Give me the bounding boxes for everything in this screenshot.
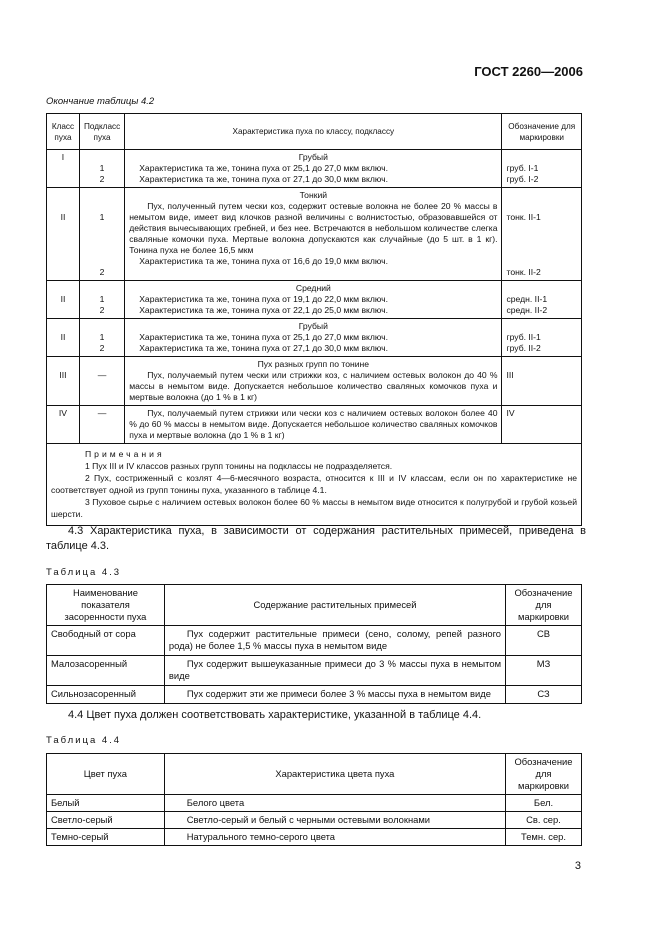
table-header-row [47, 114, 582, 150]
characteristic-cell: Тонкий Пух, полученный путем чески коз, содержит остевые волокна не более 20 % массы в немытом виде, имеет вид клочков разной величины с волнистостью, образовавшейся от действия вычесывающих гребней, и без нее. Встречаются в небольшом количестве слегка сваляные комочки пуха. Мертвые волокна допускаются как случайные (до 5 шт. в 1 кг). Тонина пуха не более 16,5 мкм Характеристика та же, тонина пуха от 16,6 до 19,0 мкм включ. [125, 188, 502, 281]
subclass-cell: — [79, 357, 124, 406]
color-cell: Светло-серый [47, 812, 165, 829]
characteristic-cell: Средний Характеристика та же, тонина пуха от 19,1 до 22,0 мкм включ. Характеристика та же, тонина пуха от 22,1 до 25,0 мкм включ. [125, 281, 502, 319]
table-4-3-caption: Таблица 4.3 [46, 567, 122, 578]
table-header-row [47, 585, 582, 626]
table-row [47, 281, 582, 319]
table-row [47, 812, 582, 829]
name-cell: Малозасоренный [47, 656, 165, 686]
note-3: 3 Пуховое сырье с наличием остевых волокон более 60 % массы в немытом виде относится к полугрубой и грубой козьей шерсти. [51, 497, 577, 519]
color-cell: Темно-серый [47, 829, 165, 846]
header-content: Содержание растительных примесей [164, 585, 505, 626]
marking-cell: IV [502, 406, 582, 444]
characteristic-cell: Белого цвета [164, 795, 505, 812]
note-1: 1 Пух III и IV классов разных групп тонины на подклассы не подразделяется. [85, 461, 393, 471]
content-cell: Пух содержит вышеуказанные примеси до 3 % массы пуха в немытом виде [164, 656, 505, 686]
subclass-cell: 1 2 [79, 319, 124, 357]
marking-cell: СВ [506, 626, 582, 656]
class-cell: II [47, 188, 80, 281]
table-row [47, 188, 582, 281]
table-row [47, 150, 582, 188]
header-marking: Обозначение для маркировки [506, 585, 582, 626]
characteristic-cell: Грубый Характеристика та же, тонина пуха от 25,1 до 27,0 мкм включ. Характеристика та же, тонина пуха от 27,1 до 30,0 мкм включ. [125, 319, 502, 357]
notes-row [47, 444, 582, 526]
class-cell: III [47, 357, 80, 406]
header-marking: Обозначение для маркировки [506, 754, 582, 795]
characteristic-cell: Светло-серый и белый с черными остевыми волокнами [164, 812, 505, 829]
header-class: Класс пуха [47, 114, 80, 150]
marking-cell: III [502, 357, 582, 406]
class-cell: II [47, 281, 80, 319]
table-row [47, 829, 582, 846]
document-id: ГОСТ 2260—2006 [474, 64, 583, 79]
notes-title: Примечания [85, 449, 165, 459]
marking-cell: тонк. II-1 тонк. II-2 [502, 188, 582, 281]
subclass-cell: 1 2 [79, 281, 124, 319]
class-cell: II [47, 319, 80, 357]
color-cell: Белый [47, 795, 165, 812]
header-name: Наименование показателя засоренности пуха [47, 585, 165, 626]
table-row [47, 656, 582, 686]
marking-cell: груб. II-1 груб. II-2 [502, 319, 582, 357]
table-row [47, 626, 582, 656]
paragraph-4-4: 4.4 Цвет пуха должен соответствовать характеристике, указанной в таблице 4.4. [68, 709, 482, 721]
header-color: Цвет пуха [47, 754, 165, 795]
header-subclass: Подкласс пуха [79, 114, 124, 150]
subclass-cell: — [79, 406, 124, 444]
characteristic-cell: Натурального темно-серого цвета [164, 829, 505, 846]
subclass-cell: 1 2 [79, 188, 124, 281]
table-row [47, 406, 582, 444]
table-4-3 [46, 584, 582, 704]
marking-cell: средн. II-1 средн. II-2 [502, 281, 582, 319]
table-4-2 [46, 113, 582, 526]
class-cell: I [47, 150, 80, 188]
page-number: 3 [574, 860, 581, 872]
table-4-4 [46, 753, 582, 846]
characteristic-cell: Пух, получаемый путем стрижки или чески коз с наличием остевых волокон более 40 % до 60 % массы в немытом виде. Допускается небольшое количество сваляных комочков пуха и мертвые волокна (до 1 % в 1 кг) [125, 406, 502, 444]
name-cell: Сильнозасоренный [47, 686, 165, 704]
note-2: 2 Пух, состриженный с козлят 4—6-месячного возраста, относится к III и IV классам, если он по характеристике не соответствует одной из групп тонины пуха, указанного в таблице 4.1. [51, 473, 577, 495]
characteristic-cell: Грубый Характеристика та же, тонина пуха от 25,1 до 27,0 мкм включ. Характеристика та же, тонина пуха от 27,1 до 30,0 мкм включ. [125, 150, 502, 188]
subclass-cell: 1 2 [79, 150, 124, 188]
content-cell: Пух содержит растительные примеси (сено, солому, репей разного рода) не более 1,5 % массы пуха в немытом виде [164, 626, 505, 656]
content-cell: Пух содержит эти же примеси более 3 % массы пуха в немытом виде [164, 686, 505, 704]
table-row [47, 319, 582, 357]
table-header-row [47, 754, 582, 795]
class-cell: IV [47, 406, 80, 444]
notes-cell [47, 444, 582, 526]
marking-cell: груб. I-1 груб. I-2 [502, 150, 582, 188]
header-marking: Обозначение для маркировки [502, 114, 582, 150]
marking-cell: Бел. [506, 795, 582, 812]
table-row [47, 686, 582, 704]
header-characteristic: Характеристика пуха по классу, подклассу [125, 114, 502, 150]
characteristic-cell: Пух разных групп по тонине Пух, получаемый путем чески или стрижки коз, с наличием остевых волокон до 40 % массы в немытом виде. Допускается небольшое количество сваляных комочков пуха и мертвые волокна (до 1 % в 1 кг) [125, 357, 502, 406]
table-row [47, 795, 582, 812]
marking-cell: Св. сер. [506, 812, 582, 829]
header-characteristic: Характеристика цвета пуха [164, 754, 505, 795]
name-cell: Свободный от сора [47, 626, 165, 656]
table-row [47, 357, 582, 406]
marking-cell: СЗ [506, 686, 582, 704]
marking-cell: МЗ [506, 656, 582, 686]
paragraph-4-3: 4.3 Характеристика пуха, в зависимости от содержания растительных примесей, приведена в таблице 4.3. [46, 525, 586, 552]
table-4-4-caption: Таблица 4.4 [46, 735, 122, 746]
table-4-2-caption: Окончание таблицы 4.2 [46, 96, 155, 107]
marking-cell: Темн. сер. [506, 829, 582, 846]
